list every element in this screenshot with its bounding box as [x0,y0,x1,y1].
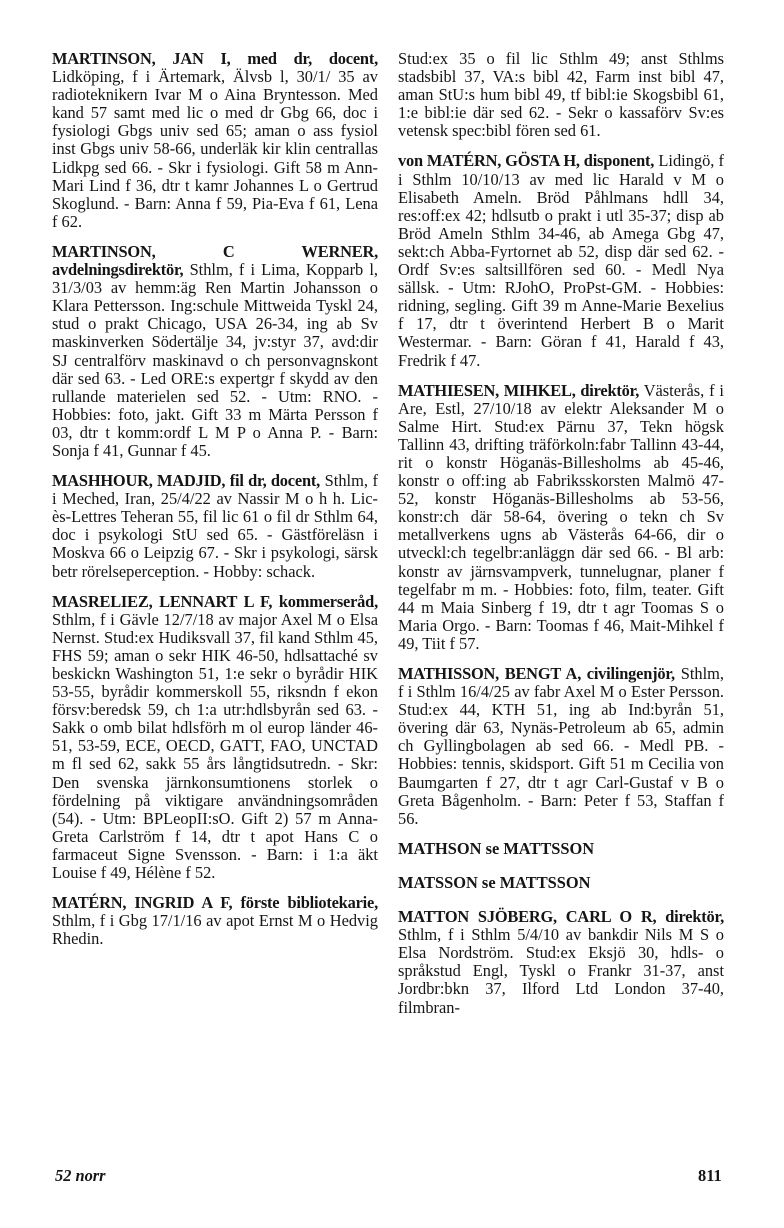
entry-continuation [398,50,724,140]
entry-text: Lidköping, f i Ärtemark, Älvsb l, 30/1/ 35 av radioteknikern Ivar M o Aina Bryntesson. Med kand 57 samt med lic o med dr Gbg 66, doc i fysiologi Gbgs univ sed 65; aman o ass fysiol inst Gbgs univ 58-66, underläk kir klin centrallas Lidkpg sed 66. - Skr i fysiologi. Gift 58 m Ann-Mari Lind f 36, dtr t kamr Johannes L o Gertrud Skoglund. - Barn: Anna f 59, Pia-Eva f 61, Lena f 62. [52,67,378,231]
entry-heading: MARTINSON, JAN I, med dr, docent, [52,49,378,68]
entry-heading: MATHIESEN, MIHKEL, direktör, [398,380,640,400]
entry-text: Västerås, f i Are, Estl, 27/10/18 av elektr Aleksander M o Salme Hirt. Stud:ex Pärnu 37, Tekn högsk Tallinn 43, drifting träförkoln:fabr Tallinn 43-44, rit o konstr Höganäs-Billesholms ab 45-46, konstr o off:ing ab Fabriksskorsten Malmö 47-52, konstr Höganäs-Billesholms ab 53-56, konstr:ch där 58-64, övering o tekn ch Sv metallverkens ugns ab Västerås 64-66, dir o utveckl:ch tegelbr:anläggn där sed 66. - Bl arb: konstr av järnsvampverk, tunnelugnar, planer f tegelfabr m m. - Hobbies: foto, film, teater. Gift 44 m Maia Sinberg f 19, dtr t agr Toomas S o Maria Orgo. - Barn: Toomas f 46, Mait-Mihkel f 49, Tiit f 57. [398,380,724,653]
entry [398,382,724,653]
right-column [398,50,724,1029]
cross-reference: MATSSON se MATTSSON [398,872,591,892]
entry-paragraph [52,472,378,581]
entry-heading: MATTON SJÖBERG, CARL O R, direktör, [398,907,724,927]
entry-text: Sthlm, f i Sthlm 5/4/10 av bankdir Nils M S o Elsa Nordström. Stud:ex Eksjö 30, hdls- o språkstud Engl, Tyskl o Frankr 31-37, anst Jordbr:bkn 37, Ilford Ltd London 37-40, filmbran- [398,925,724,1017]
entry-paragraph [52,243,378,460]
entry-paragraph [398,908,724,1017]
entry-heading: MARTINSON, C WERNER, avdelningsdirektör, [52,241,378,280]
cross-reference: MATHSON se MATTSSON [398,838,595,858]
entry-paragraph [398,382,724,653]
left-column [52,50,378,960]
entry [52,593,378,883]
entry-text: Sthlm, f i Meched, Iran, 25/4/22 av Nassir M o h h. Lic-ès-Lettres Teheran 55, fil lic 61 o fil dr Sthlm 64, doc i psykologi StU sed 65. - Gästföreläsn i Moskva 66 o Leipzig 67. - Skr i psykologi, särsk betr rörelseperception. - Hobby: schack. [52,471,378,581]
entry-heading: MASRELIEZ, LENNART L F, kommerseråd, [52,591,378,611]
entry-heading: MATHISSON, BENGT A, civilingenjör, [398,664,675,683]
entry-text: Sthlm, f i Lima, Kopparb l, 31/3/03 av hemm:äg Ren Martin Johansson o Klara Pettersson. Ing:schule Mittweida Tyskl 24, stud o prakt Chicago, USA 26-34, ing ab Sv maskinverken Södertälje 34, jv:styr 37, avd:dir SJ centralförv maskinavd o ch personvagnskont där sed 63. - Led ORE:s expertgr f skydd av den rullande materielen sed 52. - Utm: RNO. - Hobbies: foto, jakt. Gift 33 m Märta Persson f 03, dtr t komm:ordf L M P o Anna P. - Barn: Sonja f 41, Gunnar f 45. [52,260,378,460]
entry-paragraph [52,894,378,948]
signature-mark: 52 norr [55,1166,106,1185]
continuation-text: Stud:ex 35 o fil lic Sthlm 49; anst Sthlms stadsbibl 37, VA:s bibl 42, Farm inst bibl 47, aman StU:s hum bibl 49, tf bibl:ie Skogsbibl 61, 1:e bibl:ie där sed 62. - Sekr o kassaförv Sv:es vetensk spec:bibl fören sed 61. [398,49,724,141]
entry-heading: MASHHOUR, MADJID, fil dr, docent, [52,471,321,491]
entry [52,472,378,581]
entry [398,908,724,1017]
entry [398,665,724,828]
entry-heading: von MATÉRN, GÖSTA H, disponent, [398,151,655,171]
entry-text: Sthlm, f i Gbg 17/1/16 av apot Ernst M o Hedvig Rhedin. [52,911,378,949]
entry-text: Lidingö, f i Sthlm 10/10/13 av med lic Harald v M o Elisabeth Ameln. Bröd Påhlmans hdll 34, res:off:ex 42; hdlsutb o prakt i utl 35-37; disp ab Bröd Ameln Sthlm 34-46, ab Amega Gbg 47, sekt:ch Abba-Fyrtornet ab 52, disp där sed 62. - Ordf Sv:es saltsillfören sed 60. - Medl Nya sällsk. - Utm: RJohO, ProPst-GM. - Hobbies: ridning, segling. Gift 39 m Anne-Marie Bexelius f 17, dtr t överintend Herbert B o Marit Westermar. - Barn: Göran f 41, Harald f 43, Fredrik f 47. [398,151,724,370]
entry-text: Sthlm, f i Sthlm 16/4/25 av fabr Axel M o Ester Persson. Stud:ex 44, KTH 51, ing ab Ind:byrån 51, övering där 63, Nynäs-Petroleum ab 65, admin ch Gyllingbolagen ab sed 66. - Medl PB. - Hobbies: tennis, skidsport. Gift 51 m Cecilia von Baumgarten f 27, dtr t agr Carl-Gustaf v B o Greta Bågenholm. - Barn: Peter f 53, Staffan f 56. [398,664,724,828]
entry-paragraph [398,152,724,369]
entry-paragraph [398,665,724,828]
entry-heading: MATÉRN, INGRID A F, förste bibliotekarie, [52,893,378,913]
entry [52,50,378,231]
entry-paragraph [52,593,378,883]
page-number: 811 [698,1166,722,1185]
entry-paragraph [52,50,378,231]
entry [52,243,378,460]
entry [398,152,724,369]
entry [52,894,378,948]
entry-text: Sthlm, f i Gävle 12/7/18 av major Axel M o Elsa Nernst. Stud:ex Hudiksvall 37, fil kand Sthlm 45, FHS 59; aman o sekr HIK 46-50, hdlsattaché sv beskickn Washington 51, 1:e sekr o byrådir HIK 53-55, byrådir kommerskoll 55, riksndn f ekon försv:beredsk 59, ch 1:a utr:hdlsbyrån sed 63. - Sakk o omb bilat hdlsförh m ol europ länder 46-51, 53-59, ECE, OECD, GATT, FAO, UNCTAD m fl sed 62, sakk 55 års långtidsutredn. - Skr: Den svenska järnkonsumtionens storlek o fördelning på viktigare användningsområden (54). - Utm: BPLeopII:sO. Gift 2) 57 m Anna-Greta Carlström f 14, dtr t apot Hans C o farmaceut Signe Svensson. - Barn: i 1:a äkt Louise f 49, Hélène f 52. [52,609,378,883]
